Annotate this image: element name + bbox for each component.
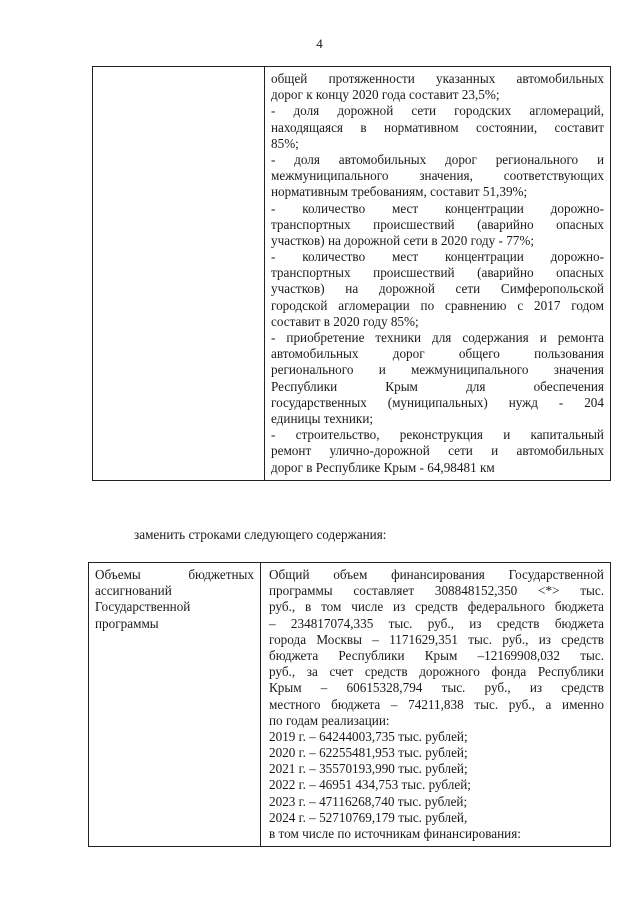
budget-table [88, 562, 611, 847]
text-line: - доля дорожной сети городских агломераций, [271, 103, 604, 119]
text-line: – 234817074,335 тыс. руб., из средств бюджета [269, 615, 604, 631]
label-line: Объемы бюджетных [95, 567, 254, 582]
text-line: находящаяся в нормативном состоянии, составит [271, 119, 604, 135]
text-line: регионального и межмуниципального значения [271, 362, 604, 378]
text-line: дорог в Республике Крым - 64,98481 км [271, 459, 495, 475]
text-line: местного бюджета – 74211,838 тыс. руб., а именно [269, 696, 604, 712]
text-line: транспортных происшествий (аварийно опасных [271, 265, 604, 281]
text-line: - строительство, реконструкция и капитальный [271, 427, 604, 443]
text-line: города Москвы – 1171629,351 тыс. руб., из средств [269, 631, 604, 647]
text-line: 2022 г. – 46951 434,753 тыс. рублей; [269, 777, 471, 793]
text-line: 2020 г. – 62255481,953 тыс. рублей; [269, 745, 468, 761]
text-line: нормативным требованиям, составит 51,39%; [271, 184, 528, 200]
text-line: 2021 г. – 35570193,990 тыс. рублей; [269, 761, 468, 777]
text-line: участков) на дорожной сети в 2020 году - 77%; [271, 232, 535, 248]
text-line: Крым – 60615328,794 тыс. руб., из средств [269, 680, 604, 696]
text-line: бюджета Республики Крым –12169908,032 тыс. [269, 647, 604, 663]
text-line: Общий объем финансирования Государственной [269, 567, 604, 582]
text-line: единицы техники; [271, 410, 374, 426]
text-line: участков) на дорожной сети Симферопольской [271, 281, 604, 297]
text-line: - количество мест концентрации дорожно- [271, 200, 604, 216]
text-line: общей протяженности указанных автомобильных [271, 71, 604, 86]
text-line: руб., за счет средств дорожного фонда Республики [269, 664, 604, 680]
text-line: - доля автомобильных дорог регионального и [271, 151, 604, 167]
text-line: дорог к концу 2020 года составит 23,5%; [271, 87, 500, 103]
text-line: в том числе по источникам финансирования: [269, 826, 521, 841]
text-line: ремонт улично-дорожной сети и автомобильных [271, 443, 604, 459]
text-line: Республики Крым для обеспечения [271, 378, 604, 394]
text-line: 85%; [271, 135, 299, 151]
table-cell-targets [265, 67, 611, 481]
text-line: составит в 2020 году 85%; [271, 313, 419, 329]
text-line: - количество мест концентрации дорожно- [271, 249, 604, 265]
text-line: программы составляет 308848152,350 <*> тыс. [269, 583, 604, 599]
text-line: городской агломерации по сравнению с 2017 годом [271, 297, 604, 313]
text-line: транспортных происшествий (аварийно опасных [271, 216, 604, 232]
label-line: программы [95, 615, 159, 631]
text-line: государственных (муниципальных) нужд - 204 [271, 394, 604, 410]
table-row [89, 563, 611, 847]
table-cell-budget-label [89, 563, 261, 847]
table-cell-budget-details [261, 563, 611, 847]
table-cell-empty [93, 67, 265, 481]
table-row [93, 67, 611, 481]
label-line: ассигнований [95, 583, 172, 599]
text-line: межмуниципального значения, соответствующих [271, 168, 604, 184]
text-line: 2019 г. – 64244003,735 тыс. рублей; [269, 728, 468, 744]
text-line: 2023 г. – 47116268,740 тыс. рублей; [269, 793, 468, 809]
text-line: - приобретение техники для содержания и ремонта [271, 330, 604, 345]
goals-table [92, 66, 611, 481]
text-line: руб., в том числе из средств федерального бюджета [269, 599, 604, 615]
text-line: по годам реализации: [269, 712, 390, 728]
intro-text: заменить строками следующего содержания: [134, 527, 387, 542]
page-number: 4 [316, 36, 323, 51]
text-line: автомобильных дорог общего пользования [271, 346, 604, 362]
label-line: Государственной [95, 599, 191, 615]
text-line: 2024 г. – 52710769,179 тыс. рублей, [269, 809, 468, 825]
